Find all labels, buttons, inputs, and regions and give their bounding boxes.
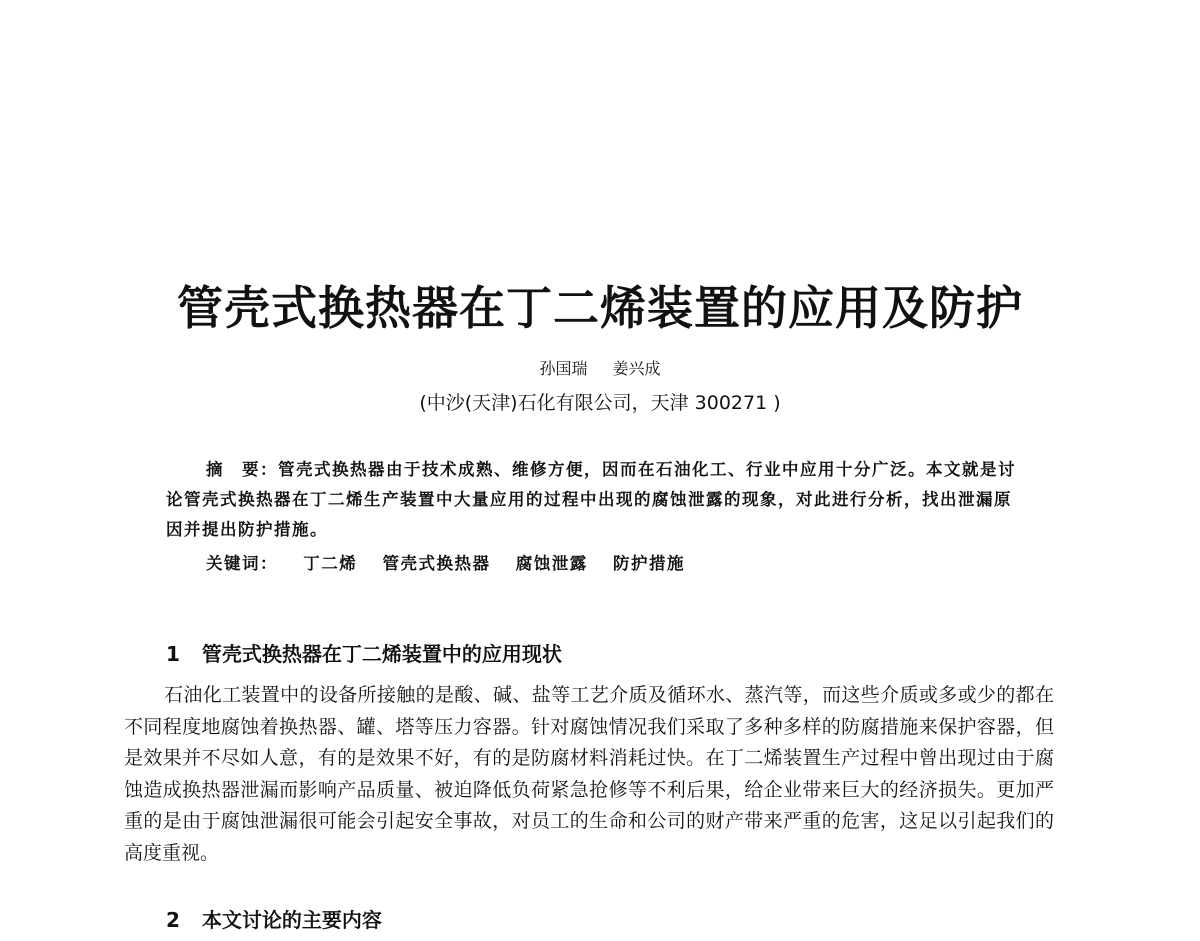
section-number: 2 bbox=[166, 908, 180, 932]
author-name: 姜兴成 bbox=[612, 359, 661, 378]
keyword: 防护措施 bbox=[613, 554, 685, 573]
affiliation: (中沙(天津)石化有限公司，天津 300271 ) bbox=[419, 392, 781, 414]
keyword: 管壳式换热器 bbox=[382, 554, 491, 573]
abstract-label: 摘 要： bbox=[206, 460, 278, 479]
keywords-label: 关键词： bbox=[206, 554, 278, 573]
section-paragraph: 石油化工装置中的设备所接触的是酸、碱、盐等工艺介质及循环水、蒸汽等，而这些介质或多或少的都在不同程度地腐蚀着换热器、罐、塔等压力容器。针对腐蚀情况我们采取了多种多样的防腐措施来保护容器，但是效果并不尽如人意，有的是效果不好，有的是防腐材料消耗过快。在丁二烯装置生产过程中曾出现过由于腐蚀造成换热器泄漏而影响产品质量、被迫降低负荷紧急抢修等不利后果，给企业带来巨大的经济损失。更加严重的是由于腐蚀泄漏很可能会引起安全事故，对员工的生命和公司的财产带来严重的危害，这足以引起我们的高度重视。 bbox=[124, 684, 1054, 864]
section-title: 管壳式换热器在丁二烯装置中的应用现状 bbox=[201, 642, 562, 666]
section-title: 本文讨论的主要内容 bbox=[201, 908, 382, 932]
paper-title: 管壳式换热器在丁二烯装置的应用及防护 bbox=[177, 281, 1023, 335]
keywords bbox=[206, 550, 685, 574]
section-heading bbox=[166, 638, 562, 667]
keyword: 丁二烯 bbox=[303, 554, 358, 573]
author-name: 孙国瑞 bbox=[539, 359, 588, 378]
section-number: 1 bbox=[166, 642, 180, 666]
author-list bbox=[0, 356, 1200, 379]
abstract-text: 管壳式换热器由于技术成熟、维修方便，因而在石油化工、行业中应用十分广泛。本文就是讨论管壳式换热器在丁二烯生产装置中大量应用的过程中出现的腐蚀泄露的现象，对此进行分析，找出泄漏原因并提出防护措施。 bbox=[166, 460, 1016, 539]
keyword: 腐蚀泄露 bbox=[515, 554, 588, 573]
abstract bbox=[166, 455, 1016, 545]
section-heading bbox=[166, 904, 382, 933]
